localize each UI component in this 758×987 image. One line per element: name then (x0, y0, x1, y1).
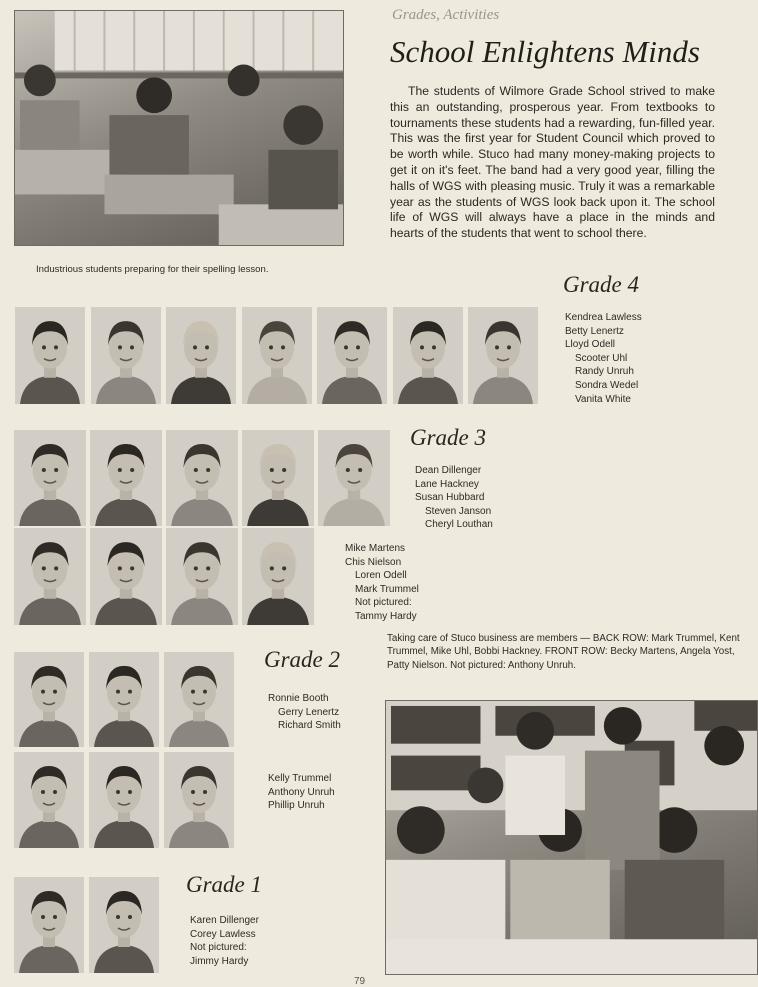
name-scooter-uhl: Scooter Uhl (575, 352, 628, 364)
page-number: 79 (354, 976, 366, 987)
grade-4-student-portrait (15, 307, 85, 404)
student-council-photo (385, 700, 758, 975)
grade-3-student-portrait (318, 430, 390, 526)
grade-1-student-portrait (89, 877, 159, 973)
name-tammy-hardy: Tammy Hardy (355, 610, 417, 622)
grade-2-student-portrait (164, 752, 234, 848)
grade-1-heading: Grade 1 (186, 872, 263, 897)
page-headline: School Enlightens Minds (390, 34, 700, 69)
top-photo-caption: Industrious students preparing for their spelling lesson. (36, 264, 269, 275)
grade-4-student-portrait (393, 307, 463, 404)
grade-4-student-portrait (166, 307, 236, 404)
classroom-photo (14, 10, 344, 246)
grade-3-student-portrait (14, 430, 86, 526)
name-susan-hubbard: Susan Hubbard (415, 492, 485, 504)
name-vanita-white: Vanita White (575, 393, 631, 405)
grade-3-student-portrait (90, 528, 162, 625)
grade-4-student-portrait (468, 307, 538, 404)
grade-2-names-a (268, 692, 341, 733)
name-lloyd-odell: Lloyd Odell (565, 339, 616, 351)
name-corey-lawless: Corey Lawless (190, 928, 256, 940)
name-kendrea-lawless: Kendrea Lawless (565, 312, 642, 323)
grade-3-student-portrait (242, 528, 314, 625)
grade-2-student-portrait (14, 652, 84, 747)
grade-3-student-portrait (242, 430, 314, 526)
name-betty-lenertz: Betty Lenertz (565, 325, 624, 337)
name-richard-smith: Richard Smith (278, 720, 341, 732)
name-gerry-lenertz: Gerry Lenertz (278, 706, 340, 718)
name-jimmy-hardy: Jimmy Hardy (190, 955, 249, 967)
name-dean-dillenger: Dean Dillenger (415, 465, 482, 476)
name-mark-trummel: Mark Trummel (355, 583, 419, 595)
grade-4-student-portrait (242, 307, 312, 404)
stuco-caption: Taking care of Stuco business are members — BACK ROW: Mark Trummel, Kent Trummel, Mike Uhl, Bobbi Hackney. FRONT ROW: Becky Martens, Angela Yost, Patty Nielson. Not pictured: Anthony Unruh. (387, 633, 740, 671)
name-cheryl-louthan: Cheryl Louthan (425, 519, 493, 531)
name-karen-dillenger: Karen Dillenger (190, 915, 259, 926)
grade-4-heading: Grade 4 (563, 272, 640, 297)
name-sondra-wedel: Sondra Wedel (575, 379, 639, 391)
grade-3-student-portrait (166, 430, 238, 526)
grade-1-student-portrait (14, 877, 84, 973)
not-pictured-label: Not pictured: (190, 942, 247, 954)
grade-1-names (190, 914, 259, 968)
grade-4-student-portrait (317, 307, 387, 404)
name-phillip-unruh: Phillip Unruh (268, 800, 325, 812)
grade-3-heading: Grade 3 (410, 425, 487, 450)
grade-4-student-portrait (91, 307, 161, 404)
section-kicker: Grades, Activities (392, 7, 500, 23)
name-anthony-unruh: Anthony Unruh (268, 786, 335, 798)
intro-paragraph: The students of Wilmore Grade School strived to make this an outstanding, prosperous year. From textbooks to tournaments these students had a rewarding, fun-filled year. This was the first year for Student Council which proved to be worth while. Stuco had many money-making projects to get it on it's feet. The band had a very good year, filling the halls of WGS with pleasing music. Truly it was a remarkable year as the students of WGS look back upon it. The school life of WGS will always have a place in the minds and hearts of the students that went to school there. (390, 84, 715, 241)
grade-2-heading: Grade 2 (264, 647, 341, 672)
grade-3-student-portrait (166, 528, 238, 625)
name-ronnie-booth: Ronnie Booth (268, 693, 329, 704)
name-lane-hackney: Lane Hackney (415, 478, 479, 490)
grade-2-student-portrait (14, 752, 84, 848)
name-randy-unruh: Randy Unruh (575, 366, 634, 378)
grade-2-names-b (268, 772, 335, 813)
grade-3-names-a (415, 464, 493, 532)
name-kelly-trummel: Kelly Trummel (268, 773, 332, 784)
name-loren-odell: Loren Odell (355, 570, 407, 582)
name-chis-nielson: Chis Nielson (345, 556, 402, 568)
grade-2-student-portrait (89, 652, 159, 747)
name-mike-martens: Mike Martens (345, 543, 406, 554)
grade-3-student-portrait (90, 430, 162, 526)
grade-3-names-b (345, 542, 419, 624)
name-steven-janson: Steven Janson (425, 505, 492, 517)
grade-2-student-portrait (89, 752, 159, 848)
grade-2-student-portrait (164, 652, 234, 747)
not-pictured-label: Not pictured: (355, 597, 412, 609)
grade-3-student-portrait (14, 528, 86, 625)
grade-4-names (565, 311, 642, 406)
